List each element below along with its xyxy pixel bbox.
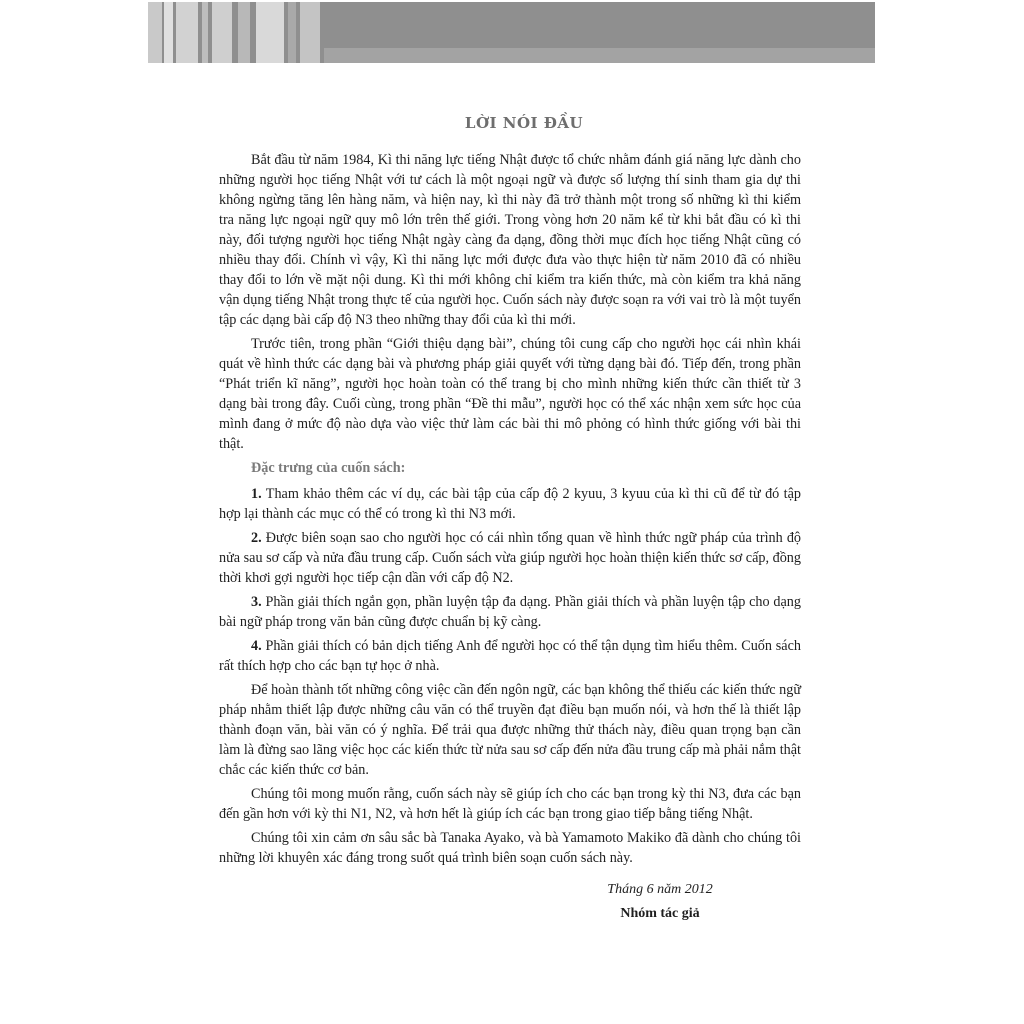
intro-paragraph: Trước tiên, trong phần “Giới thiệu dạng bài”, chúng tôi cung cấp cho người học cái nhìn khái quát về hình thức các dạng bài và phương pháp giải quyết với từng dạng bài đó. Tiếp đến, trong phần “Phát triển kĩ năng”, người học hoàn toàn có thể trang bị cho mình những kiến thức cần thiết từ 3 dạng bài trong đây. Cuối cùng, trong phần “Đề thi mẫu”, người học có thể xác nhận xem sức học của mình đang ở mức độ nào dựa vào việc thử làm các bài thi mô phỏng có hình thức giống với bài thi thật. — [219, 336, 801, 452]
features-heading: Đặc trưng của cuốn sách: — [251, 460, 406, 476]
feature-text: Phần giải thích ngắn gọn, phần luyện tập đa dạng. Phần giải thích và phần luyện tập cho dạng bài ngữ pháp trong văn bản cũng được chuẩn bị kỹ càng. — [219, 594, 801, 630]
header-stripe — [238, 2, 250, 63]
closing-paragraph: Chúng tôi xin cảm ơn sâu sắc bà Tanaka Ayako, và bà Yamamoto Makiko đã dành cho chúng tôi những lời khuyên xác đáng trong suốt quá trình biên soạn cuốn sách này. — [219, 830, 801, 866]
feature-item — [219, 592, 801, 632]
feature-text: Được biên soạn sao cho người học có cái nhìn tổng quan về hình thức ngữ pháp của trình độ nửa sau sơ cấp và nửa đầu trung cấp. Cuốn sách vừa giúp người học hoàn thiện kiến thức sơ cấp, đồng thời khơi gợi người học tiếp cận dần với cấp độ N2. — [219, 530, 802, 586]
feature-number: 3. — [251, 594, 262, 610]
feature-text: Phần giải thích có bản dịch tiếng Anh để người học có thể tận dụng tìm hiểu thêm. Cuốn sách rất thích hợp cho các bạn tự học ở nhà. — [219, 638, 801, 674]
feature-number: 4. — [251, 638, 262, 654]
feature-number: 1. — [251, 486, 262, 502]
feature-item — [219, 636, 801, 676]
header-stripe — [202, 2, 208, 63]
closing-paragraph: Chúng tôi mong muốn rằng, cuốn sách này sẽ giúp ích cho các bạn trong kỳ thi N3, đưa các bạn đến gần hơn với kỳ thi N1, N2, và hơn hết là giúp ích các bạn trong giao tiếp bằng tiếng Nhật. — [219, 786, 801, 822]
intro-paragraph: Bắt đầu từ năm 1984, Kì thi năng lực tiếng Nhật được tổ chức nhằm đánh giá năng lực dành cho những người học tiếng Nhật với tư cách là một ngoại ngữ và được số lượng thí sinh tham gia dự thi không ngừng tăng lên hàng năm, và hiện nay, kì thi này đã trở thành một trong số những kì thi kiểm tra năng lực ngoại ngữ quy mô lớn trên thế giới. Trong vòng hơn 20 năm kể từ khi bắt đầu có kì thi này, đối tượng người học tiếng Nhật ngày càng đa dạng, đồng thời mục đích học tiếng Nhật cũng có nhiều thay đổi. Chính vì vậy, Kì thi năng lực mới được đưa vào thực hiện từ năm 2010 đã có nhiều thay đổi to lớn về mặt nội dung. Kì thi mới không chỉ kiểm tra kiến thức, mà còn kiểm tra khả năng vận dụng tiếng Nhật trong thực tế của người học. Cuốn sách này được soạn ra với vai trò là một tuyển tập các dạng bài cấp độ N3 theo những thay đổi của kì thi mới. — [219, 152, 801, 328]
signature-date: Tháng 6 năm 2012 — [607, 882, 713, 897]
header-decorative-band — [148, 2, 875, 63]
closing-paragraph: Để hoàn thành tốt những công việc cần đến ngôn ngữ, các bạn không thể thiếu các kiến thức ngữ pháp nhằm thiết lập được những câu văn có thể truyền đạt điều bạn muốn nói, và hơn thế là thiết lập thành đoạn văn, bài văn có ý nghĩa. Để trải qua được những thử thách này, điều quan trọng bạn cần làm là đừng sao lãng việc học các kiến thức từ nửa sau sơ cấp đến nửa đầu trung cấp mà phải nắm thật chắc các kiến thức cơ bản. — [219, 682, 802, 778]
feature-number: 2. — [251, 530, 262, 546]
header-stripe — [164, 2, 173, 63]
preface-body — [219, 150, 801, 872]
header-stripe — [212, 2, 232, 63]
page-title: LỜI NÓI ĐẦU — [464, 114, 584, 132]
header-lower-bar — [324, 48, 875, 63]
feature-text: Tham khảo thêm các ví dụ, các bài tập của cấp độ 2 kyuu, 3 kyuu của kì thi cũ để từ đó tập hợp lại thành các mục có thể có trong kì thi N3 mới. — [219, 486, 801, 522]
feature-item — [219, 528, 801, 588]
header-stripe — [176, 2, 198, 63]
header-stripe — [288, 2, 296, 63]
header-stripe — [256, 2, 284, 63]
feature-item — [219, 484, 801, 524]
header-stripe — [300, 2, 320, 63]
signature-author: Nhóm tác giả — [620, 906, 700, 921]
header-stripe — [148, 2, 162, 63]
